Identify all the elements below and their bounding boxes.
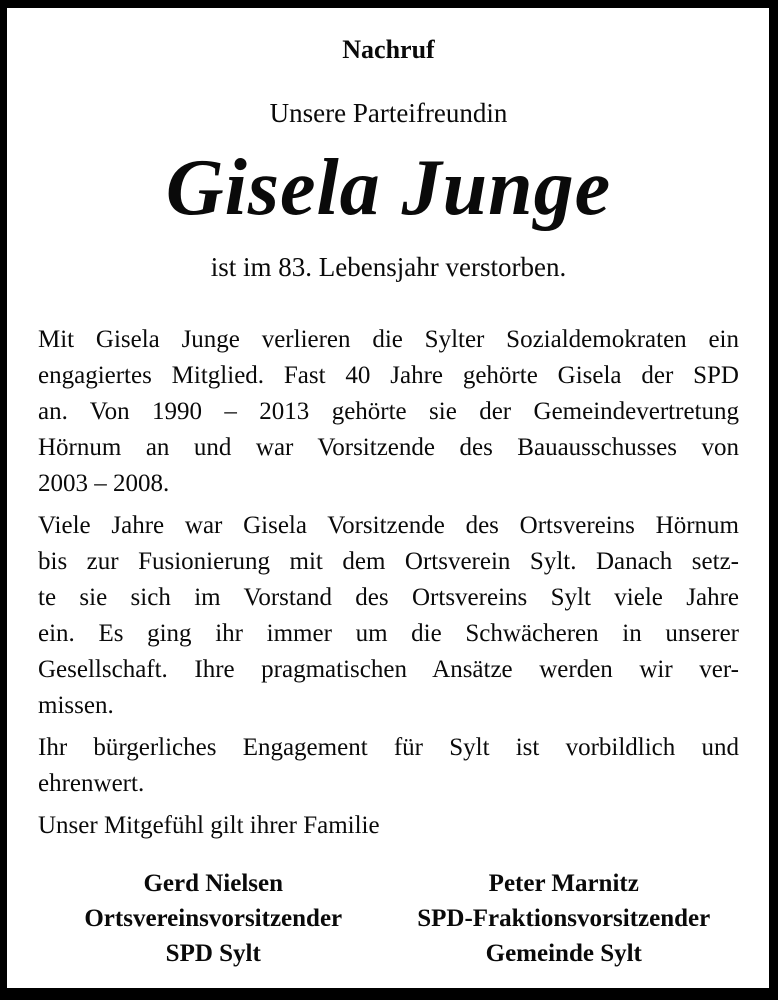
- obituary-paragraph: [38, 730, 739, 802]
- text-line: bis zur Fusionierung mit dem Ortsverein Sylt. Danach setz-: [38, 548, 739, 575]
- deceased-name: Gisela Junge: [165, 144, 612, 232]
- text-line: Viele Jahre war Gisela Vorsitzende des Ortsvereins Hörnum: [38, 512, 739, 539]
- text-line: engagiertes Mitglied. Fast 40 Jahre gehörte Gisela der SPD: [38, 362, 739, 389]
- obituary-notice: [7, 8, 769, 988]
- text-line: ehrenwert.: [38, 770, 145, 797]
- signatory-name: Gerd Nielsen: [143, 870, 284, 897]
- text-line: Ihr bürgerliches Engagement für Sylt ist vorbildlich und: [38, 734, 739, 761]
- signatures: [38, 866, 739, 971]
- text-line: an. Von 1990 – 2013 gehörte sie der Gemeindevertretung: [38, 398, 739, 425]
- signatory-org: Gemeinde Sylt: [485, 940, 642, 967]
- text-line: Unser Mitgefühl gilt ihrer Familie: [38, 812, 380, 839]
- signatory-role: Ortsvereinsvorsitzender: [84, 905, 343, 932]
- text-line: te sie sich im Vorstand des Ortsvereins Sylt viele Jahre: [38, 584, 739, 611]
- text-line: Mit Gisela Junge verlieren die Sylter Sozialdemokraten ein: [38, 326, 739, 353]
- obituary-paragraph: [38, 508, 739, 724]
- text-line: ein. Es ging ihr immer um die Schwächeren in unserer: [38, 620, 739, 647]
- signature-right: [389, 866, 740, 971]
- death-statement: ist im 83. Lebensjahr verstorben.: [210, 252, 567, 282]
- obituary-paragraph: [38, 322, 739, 502]
- signatory-role: SPD-Fraktionsvorsitzender: [417, 905, 711, 932]
- notice-kicker: Nachruf: [342, 35, 435, 64]
- signatory-org: SPD Sylt: [165, 940, 261, 967]
- obituary-paragraph: [38, 808, 739, 844]
- text-line: missen.: [38, 692, 114, 719]
- text-line: Gesellschaft. Ihre pragmatischen Ansätze werden wir ver-: [38, 656, 739, 683]
- signatory-name: Peter Marnitz: [488, 870, 639, 897]
- text-line: 2003 – 2008.: [38, 470, 170, 497]
- notice-intro: Unsere Parteifreundin: [269, 98, 508, 128]
- text-line: Hörnum an und war Vorsitzende des Bauausschusses von: [38, 434, 739, 461]
- signature-left: [38, 866, 389, 971]
- obituary-body: [38, 322, 739, 844]
